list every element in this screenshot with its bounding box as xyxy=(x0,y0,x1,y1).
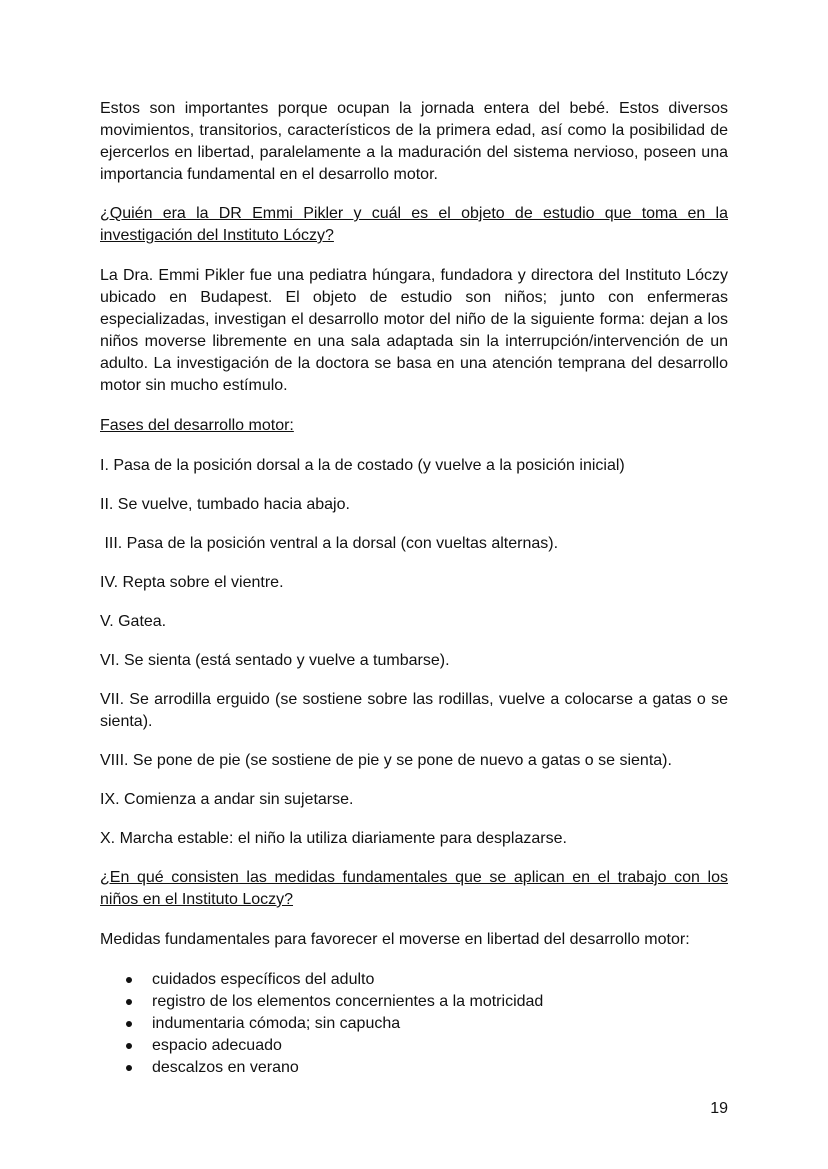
phase-item: V. Gatea. xyxy=(100,613,167,630)
answer-pikler: La Dra. Emmi Pikler fue una pediatra húngara, fundadora y directora del Instituto Lóczy ubicado en Budapest. El objeto de estudio son niños; junto con enfermeras especializadas, investigan el desarrollo motor del niño de la siguiente forma: dejan a los niños moverse libremente en una sala adaptada sin la interrupción/intervención de un adulto. La investigación de la doctora se basa en una atención temprana del desarrollo motor sin mucho estímulo. xyxy=(100,267,728,394)
bullet-icon xyxy=(126,1043,132,1049)
bullet-icon xyxy=(126,999,132,1005)
phase-item: X. Marcha estable: el niño la utiliza diariamente para desplazarse. xyxy=(100,830,567,847)
phase-item: VI. Se sienta (está sentado y vuelve a tumbarse). xyxy=(100,652,450,669)
phase-item: VII. Se arrodilla erguido (se sostiene sobre las rodillas, vuelve a colocarse a gatas o se sienta). xyxy=(100,691,728,730)
phase-item: I. Pasa de la posición dorsal a la de costado (y vuelve a la posición inicial) xyxy=(100,457,625,474)
phase-item: II. Se vuelve, tumbado hacia abajo. xyxy=(100,496,350,513)
list-item: indumentaria cómoda; sin capucha xyxy=(126,1013,728,1035)
page-number: 19 xyxy=(710,1100,728,1117)
list-item: registro de los elementos concernientes a la motricidad xyxy=(126,991,728,1013)
intro-paragraph: Estos son importantes porque ocupan la jornada entera del bebé. Estos diversos movimientos, transitorios, característicos de la primera edad, así como la posibilidad de ejercerlos en libertad, paralelamente a la maduración del sistema nervioso, poseen una importancia fundamental en el desarrollo motor. xyxy=(100,100,728,183)
phase-item: IV. Repta sobre el vientre. xyxy=(100,574,284,591)
measures-list xyxy=(100,969,728,1079)
phases-heading: Fases del desarrollo motor: xyxy=(100,417,294,434)
phase-item: III. Pasa de la posición ventral a la dorsal (con vueltas alternas). xyxy=(100,535,559,552)
document-page xyxy=(100,98,728,1079)
phase-item: IX. Comienza a andar sin sujetarse. xyxy=(100,791,354,808)
phase-item: VIII. Se pone de pie (se sostiene de pie y se pone de nuevo a gatas o se sienta). xyxy=(100,752,672,769)
bullet-icon xyxy=(126,1065,132,1071)
bullet-icon xyxy=(126,1021,132,1027)
list-item: espacio adecuado xyxy=(126,1035,728,1057)
measures-intro: Medidas fundamentales para favorecer el moverse en libertad del desarrollo motor: xyxy=(100,931,690,948)
list-item: cuidados específicos del adulto xyxy=(126,969,728,991)
bullet-icon xyxy=(126,977,132,983)
list-item: descalzos en verano xyxy=(126,1057,728,1079)
question-pikler: ¿Quién era la DR Emmi Pikler y cuál es el objeto de estudio que toma en la investigación del Instituto Lóczy? xyxy=(100,205,728,244)
question-measures: ¿En qué consisten las medidas fundamentales que se aplican en el trabajo con los niños en el Instituto Loczy? xyxy=(100,869,728,908)
